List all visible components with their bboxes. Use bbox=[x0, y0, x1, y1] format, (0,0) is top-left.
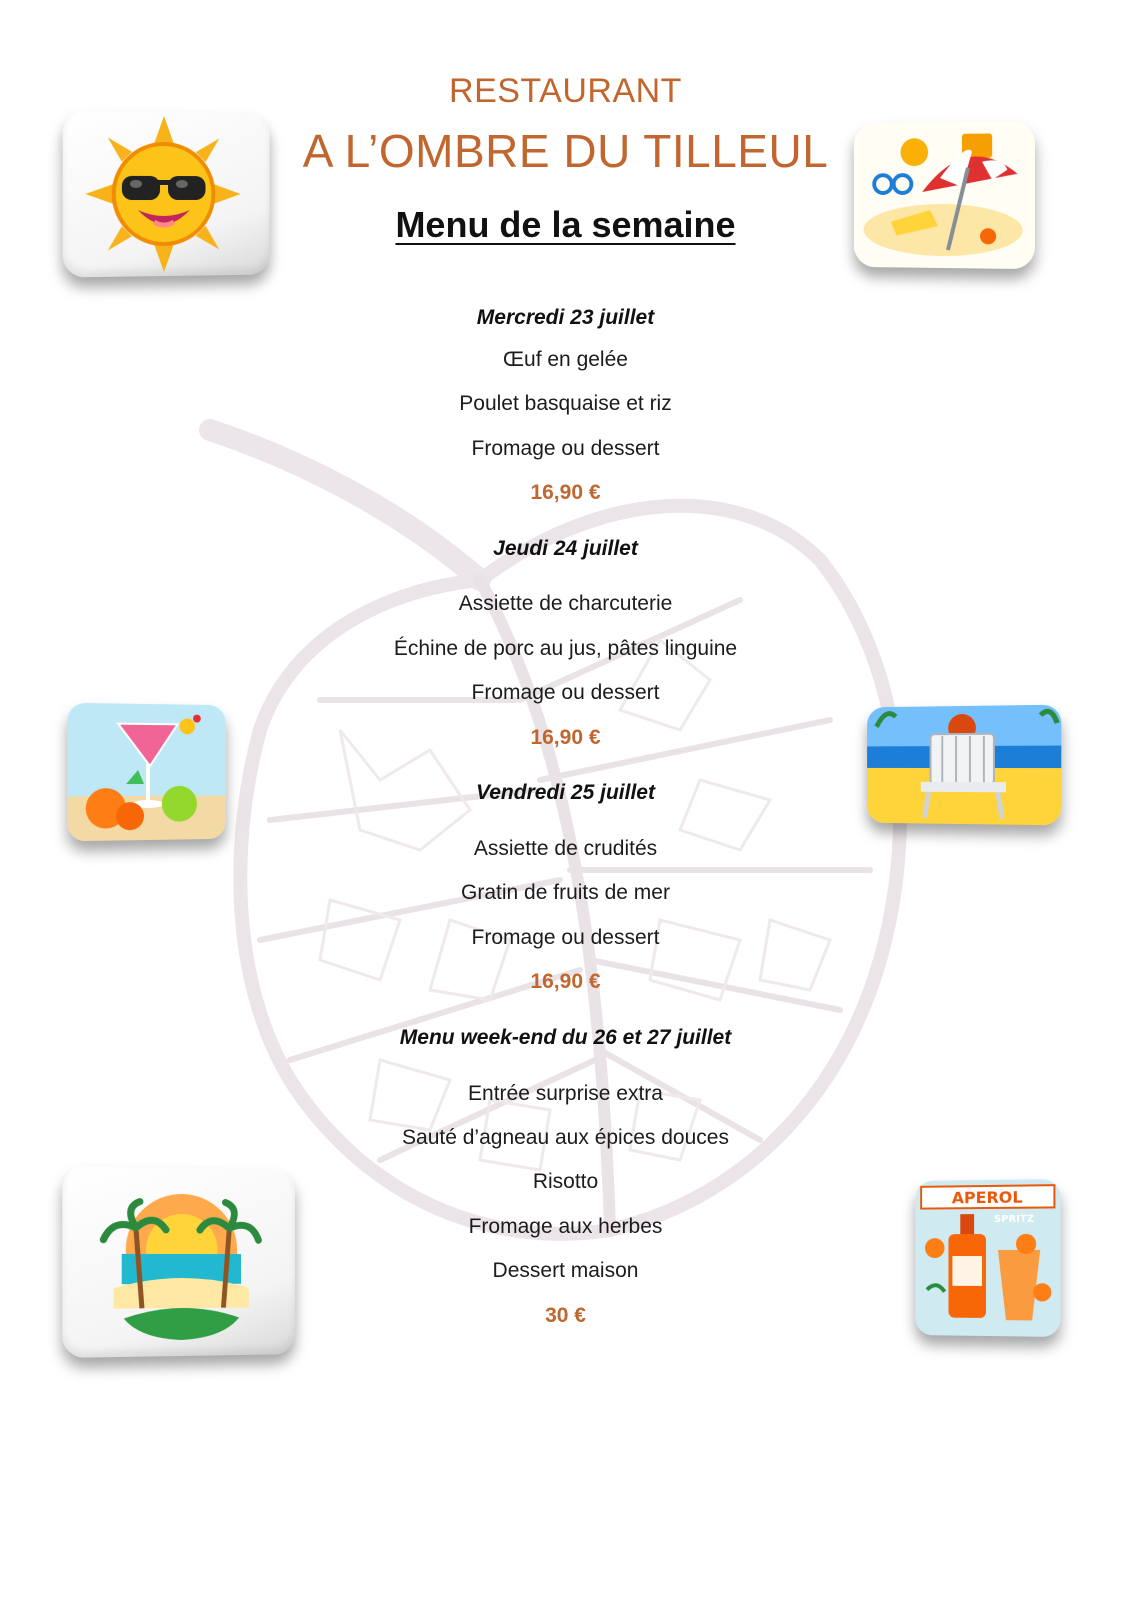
spritz-label: SPRITZ bbox=[993, 1213, 1035, 1225]
menu-item: Assiette de charcuterie bbox=[458, 592, 673, 615]
restaurant-label: RESTAURANT bbox=[449, 72, 682, 110]
beach-chair-icon bbox=[867, 705, 1061, 826]
price: 30 € bbox=[545, 1304, 586, 1327]
menu-item: Dessert maison bbox=[492, 1259, 639, 1282]
day-title: Menu week-end du 26 et 27 juillet bbox=[399, 1026, 732, 1049]
menu-item: Œuf en gelée bbox=[503, 348, 628, 371]
menu-item: Fromage ou dessert bbox=[471, 437, 660, 460]
aperol-label: APEROL bbox=[951, 1187, 1023, 1208]
menu-item: Fromage aux herbes bbox=[468, 1215, 663, 1238]
menu-item: Gratin de fruits de mer bbox=[461, 881, 670, 904]
page-title: Menu de la semaine bbox=[395, 204, 736, 245]
menu-item: Assiette de crudités bbox=[473, 837, 658, 860]
tropical-sunset-icon bbox=[62, 1166, 295, 1358]
menu-item: Échine de porc au jus, pâtes linguine bbox=[393, 637, 738, 660]
beach-umbrella-icon bbox=[854, 121, 1035, 269]
menu-item: Sauté d’agneau aux épices douces bbox=[402, 1126, 729, 1149]
day-title: Mercredi 23 juillet bbox=[476, 306, 655, 329]
price: 16,90 € bbox=[530, 970, 601, 993]
sun-sunglasses-icon bbox=[63, 110, 270, 277]
menu-item: Risotto bbox=[532, 1170, 599, 1193]
menu-item: Entrée surprise extra bbox=[468, 1082, 663, 1105]
day-title: Vendredi 25 juillet bbox=[476, 781, 655, 804]
aperol-spritz-icon bbox=[915, 1179, 1060, 1337]
menu-item: Fromage ou dessert bbox=[471, 681, 660, 704]
cocktail-fruit-icon bbox=[67, 703, 225, 842]
price: 16,90 € bbox=[530, 481, 601, 504]
day-title: Jeudi 24 juillet bbox=[493, 537, 638, 560]
price: 16,90 € bbox=[530, 726, 601, 749]
menu-item: Poulet basquaise et riz bbox=[459, 392, 672, 415]
restaurant-name: A L’OMBRE DU TILLEUL bbox=[302, 125, 829, 177]
menu-item: Fromage ou dessert bbox=[471, 926, 660, 949]
